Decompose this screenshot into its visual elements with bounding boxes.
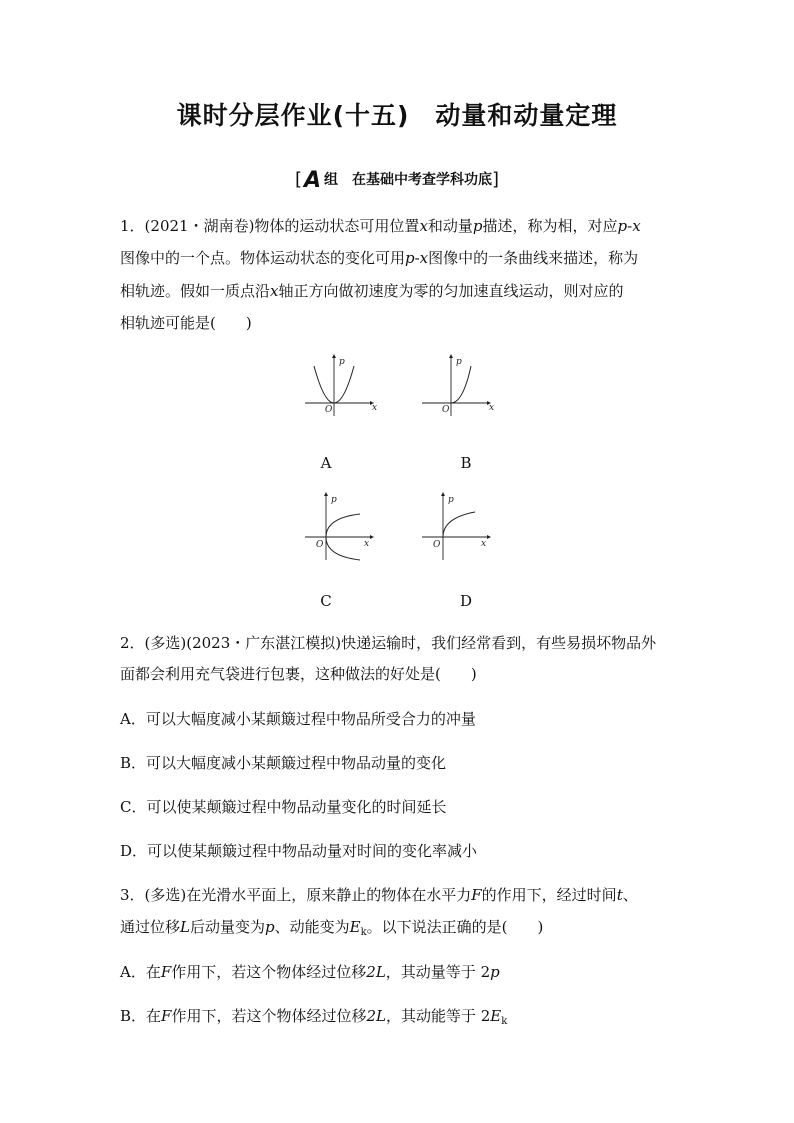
q3-line-2: 通过位移L后动量变为p、动能变为$E_k$。以下说法正确的是( ) xyxy=(120,918,544,938)
axis-p-label: p xyxy=(456,357,462,367)
p-axis-arrow xyxy=(449,354,453,358)
q1-line-2: 图像中的一个点。物体运动状态的变化可用p-x图像中的一条曲线来描述，称为 xyxy=(120,249,639,267)
page-title xyxy=(0,96,794,132)
q2-option-a: A．可以大幅度减小某颠簸过程中物品所受合力的冲量 xyxy=(120,710,476,728)
x-axis-arrow xyxy=(370,535,374,539)
q2-option-b: B．可以大幅度减小某颠簸过程中物品动量的变化 xyxy=(120,754,447,772)
graph-c-label: C xyxy=(320,592,332,610)
origin-label: O xyxy=(325,405,333,415)
axis-x-label: x xyxy=(481,539,487,549)
axis-x-label: x xyxy=(489,403,495,413)
graph-d-label: D xyxy=(459,592,473,610)
axis-x-label: x xyxy=(364,539,370,549)
q1-line-4: 相轨迹可能是( ) xyxy=(120,314,252,332)
group-letter-badge: A xyxy=(303,168,322,193)
q3-option-a: A．在F作用下，若这个物体经过位移2L，其动量等于 2p xyxy=(120,963,500,981)
axis-p-label: p xyxy=(339,357,345,367)
p-axis-arrow xyxy=(441,492,445,496)
axis-x-label: x xyxy=(372,403,378,413)
origin-label: O xyxy=(316,540,324,550)
graph-d xyxy=(417,490,497,565)
p-axis-arrow xyxy=(324,492,328,496)
graph-b-label: B xyxy=(460,454,472,472)
group-bracket-close: ] xyxy=(492,169,500,190)
q2-line-1: 2．(多选)(2023・广东湛江模拟)快递运输时，我们经常看到，有些易损坏物品外 xyxy=(120,634,657,652)
title-topic: 动量和动量定理 xyxy=(435,101,618,130)
q3-line-1: 3．(多选)在光滑水平面上，原来静止的物体在水平力F的作用下，经过时间t、 xyxy=(120,886,638,904)
trajectory-curve xyxy=(443,512,475,537)
group-bracket-open: [ xyxy=(294,169,302,190)
q2-line-2: 面都会利用充气袋进行包裹，这种做法的好处是( ) xyxy=(120,665,477,683)
graph-b xyxy=(417,352,497,422)
group-heading xyxy=(0,168,794,193)
x-axis-arrow xyxy=(487,535,491,539)
q2-option-c: C．可以使某颠簸过程中物品动量变化的时间延长 xyxy=(120,798,447,816)
q1-line-1: 1．(2021・湖南卷)物体的运动状态可用位置x和动量p描述，称为相，对应p-x xyxy=(120,217,641,235)
q2-option-d: D．可以使某颠簸过程中物品动量对时间的变化率减小 xyxy=(120,842,478,860)
graph-a xyxy=(300,352,380,422)
graph-a-label: A xyxy=(320,454,332,472)
title-main: 课时分层作业(十五) xyxy=(176,101,410,130)
origin-label: O xyxy=(433,540,441,550)
axis-p-label: p xyxy=(331,495,337,505)
group-text: 组 在基础中考查学科功底 xyxy=(324,172,493,188)
p-axis-arrow xyxy=(332,354,336,358)
q1-line-3: 相轨迹。假如一质点沿x轴正方向做初速度为零的匀加速直线运动，则对应的 xyxy=(120,282,624,300)
origin-label: O xyxy=(442,405,450,415)
trajectory-curve xyxy=(451,366,471,403)
graph-c xyxy=(300,490,380,565)
axis-p-label: p xyxy=(448,495,454,505)
q3-option-b: B．在F作用下，若这个物体经过位移2L，其动能等于 $2E_k$ xyxy=(120,1007,508,1027)
